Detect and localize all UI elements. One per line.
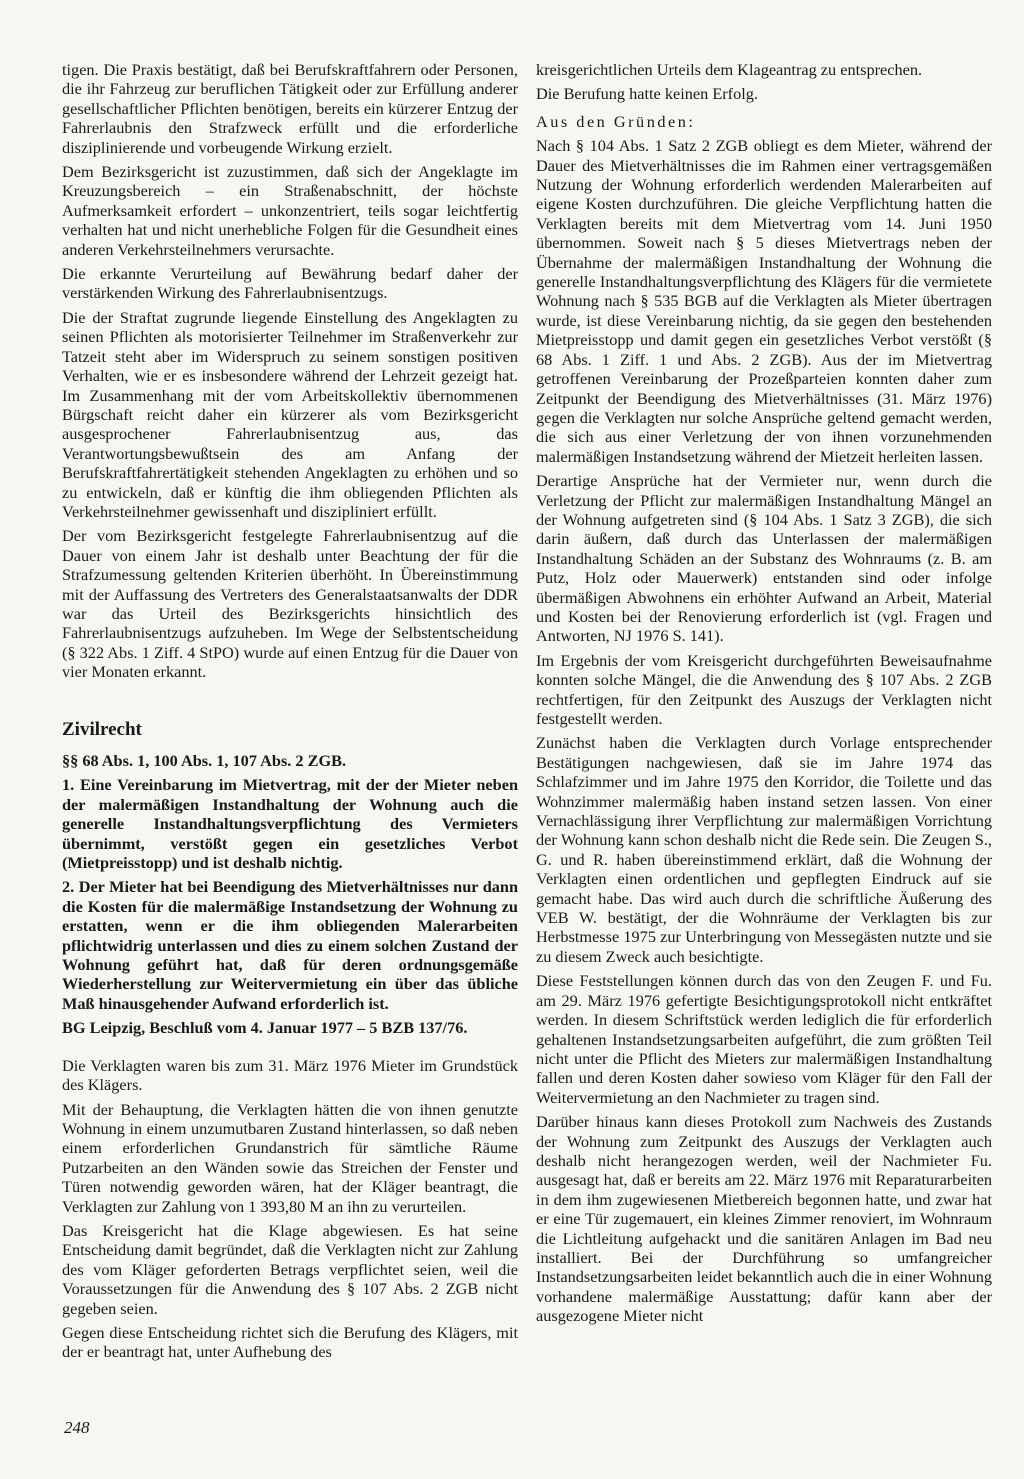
paragraph: Die Berufung hatte keinen Erfolg.	[536, 84, 758, 104]
headnote-2: 2. Der Mieter hat bei Beendigung des Mietverhältnisses nur dann die Kosten für die malermäßige Instandsetzung der Wohnung zu erstatten, wenn er die ihm obliegenden Malerarbeiten pflichtwidrig unterlassen und dies zu einem solchen Zustand der Wohnung geführt hat, daß für deren ordnungsgemäße Wiederherstellung zur Weitervermietung ein über das übliche Maß hinausgehender Aufwand erforderlich ist.	[62, 877, 518, 1013]
paragraph: Der vom Bezirksgericht festgelegte Fahrerlaubnisentzug auf die Dauer von einem Jahr ist deshalb unter Beachtung der für die Strafzumessung geltenden Kriterien überhöht. In Übereinstimmung mit der Auffassung des Vertreters des Generalstaatsanwalts der DDR war das Urteil des Bezirksgerichts hinsichtlich des Fahrerlaubnisentzugs aufzuheben. Im Wege der Selbstentscheidung (§ 322 Abs. 1 Ziff. 4 StPO) wurde auf einen Entzug für die Dauer von vier Monaten erkannt.	[62, 526, 518, 682]
paragraph: kreisgerichtlichen Urteils dem Klageantrag zu entsprechen.	[536, 60, 923, 79]
legal-norms: §§ 68 Abs. 1, 100 Abs. 1, 107 Abs. 2 ZGB.	[62, 751, 347, 770]
paragraph: tigen. Die Praxis bestätigt, daß bei Berufskraftfahrern oder Personen, die ihr Fahrzeug zur beruflichen Tätigkeit oder zur Erfüllung anderer gesellschaftlicher Pflichten benötigen, bereits ein kürzerer Entzug der Fahrerlaubnis den Strafzweck erfüllt und die erforderliche disziplinierende und vorbeugende Wirkung erzielt.	[62, 60, 518, 157]
paragraph: Darüber hinaus kann dieses Protokoll zum Nachweis des Zustands der Wohnung zum Zeitpunkt des Auszugs der Verklagten auch deshalb nicht herangezogen werden, weil der Nachmieter Fu. ausgesagt hat, daß er bereits am 22. März 1976 mit Reparaturarbeiten in dem ihm zugewiesenen Mietbereich begonnen hatte, und zwar hat er eine Tür zugemauert, ein kleines Zimmer renoviert, im Wohnraum die Lichtleitung aufgehackt und die sanitären Anlagen im Bad neu installiert. Bei der Durchführung so umfangreicher Instandsetzungsarbeiten leidet bekanntlich auch die in einer Wohnung vorhandene malermäßige Ausstattung; dafür kann aber der ausgezogene Mieter nicht	[536, 1112, 992, 1326]
paragraph: Nach § 104 Abs. 1 Satz 2 ZGB obliegt es dem Mieter, während der Dauer des Mietverhältnisses die im Rahmen einer vertragsgemäßen Nutzung der Wohnung erforderlich werdenden Malerarbeiten auf eigene Kosten durchzuführen. Die gleiche Verpflichtung hatten die Verklagten bereits mit dem Mietvertrag vom 14. Juni 1950 übernommen. Soweit nach § 5 dieses Mietvertrags neben der Übernahme der malermäßigen Instandhaltung der Wohnung die generelle Instandhaltungsverpflichtung des Klägers für die vermietete Wohnung nach § 535 BGB auf die Verklagten als Mieter übertragen wurde, ist diese Vereinbarung nichtig, da sie gegen den bestehenden Mietpreisstopp und damit gegen ein gesetzliches Verbot verstößt (§ 68 Abs. 1 Ziff. 1 und Abs. 2 ZGB). Aus der im Mietvertrag getroffenen Vereinbarung der Prozeßparteien konnten daher zum Zeitpunkt der Beendigung des Mietverhältnisses (31. März 1976) gegen die Verklagten nur solche Ansprüche geltend gemacht werden, die sich aus einer Verletzung der von ihnen vorzunehmenden malermäßigen Instandsetzung während der Mietzeit herleiten lassen.	[536, 136, 992, 466]
paragraph: Im Ergebnis der vom Kreisgericht durchgeführten Beweisaufnahme konnten solche Mängel, die die Anwendung des § 107 Abs. 2 ZGB rechtfertigen, für den Zeitpunkt des Auszugs der Verklagten nicht festgestellt werden.	[536, 650, 992, 728]
headnote-1: 1. Eine Vereinbarung im Mietvertrag, mit der der Mieter neben der malermäßigen Instandhaltung der Wohnung auch die generelle Instandhaltungsverpflichtung des Vermieters übernimmt, verstößt gegen ein gesetzliches Verbot (Mietpreisstopp) und ist deshalb nichtig.	[62, 775, 518, 873]
paragraph: Die erkannte Verurteilung auf Bewährung bedarf daher der verstärkenden Wirkung des Fahrerlaubnisentzugs.	[62, 264, 518, 303]
left-column	[62, 60, 518, 1367]
paragraph: Mit der Behauptung, die Verklagten hätten die von ihnen genutzte Wohnung in einem unzumutbaren Zustand hinterlassen, so daß neben einem erforderlichen Grundanstrich für sämtliche Räume Putzarbeiten an den Wänden sowie das Streichen der Fenster und Türen notwendig geworden wären, hat der Kläger beantragt, die Verklagten zur Zahlung von 1 393,80 M an ihn zu verurteilen.	[62, 1099, 518, 1216]
paragraph: Zunächst haben die Verklagten durch Vorlage entsprechender Bestätigungen nachgewiesen, daß sie im Jahre 1974 das Schlafzimmer und im Jahre 1975 den Korridor, die Toilette und das Wohnzimmer malermäßig haben instand setzen lassen. Von einer Vernachlässigung ihrer Verpflichtung zur malermäßigen Vorrichtung der Wohnung kann schon deshalb nicht die Rede sein. Die Zeugen S., G. und R. haben übereinstimmend erklärt, daß die Wohnung der Verklagten einen ordentlichen und gepflegten Eindruck auf sie gemacht habe. Das wird auch durch die schriftliche Äußerung des VEB W. bestätigt, der die Wohnräume der Verklagten bis zur Herbstmesse 1975 zur Unterbringung von Messegästen nutzte und sie zu diesem Zweck auch besichtigte.	[536, 733, 992, 966]
paragraph: Derartige Ansprüche hat der Vermieter nur, wenn durch die Verletzung der Pflicht zur malermäßigen Instandhaltung Mängel an der Wohnung aufgetreten sind (§ 104 Abs. 1 Satz 3 ZGB), die sich darin äußern, daß durch das Unterlassen der malermäßigen Instandhaltung Schäden an der Substanz des Wohnraums (z. B. am Putz, Holz oder Mauerwerk) entstanden sind oder infolge übermäßigen Abwohnens ein erhöhter Aufwand an Arbeit, Material und Kosten bei der Renovierung erforderlich ist (vgl. Fragen und Antworten, NJ 1976 S. 141).	[536, 471, 992, 646]
reasons-heading: Aus den Gründen:	[536, 111, 696, 131]
section-heading: Zivilrecht	[62, 718, 142, 740]
paragraph: Gegen diese Entscheidung richtet sich die Berufung des Klägers, mit der er beantragt hat, unter Aufhebung des	[62, 1322, 518, 1362]
paragraph: Die Verklagten waren bis zum 31. März 1976 Mieter im Grundstück des Klägers.	[62, 1055, 518, 1095]
paragraph: Das Kreisgericht hat die Klage abgewiesen. Es hat seine Entscheidung damit begründet, daß die Verklagten nicht zur Zahlung des vom Kläger geforderten Betrags verpflichtet seien, weil die Voraussetzungen für die Anwendung des § 107 Abs. 2 ZGB nicht gegeben seien.	[62, 1220, 518, 1318]
paragraph: Diese Feststellungen können durch das von den Zeugen F. und Fu. am 29. März 1976 gefertigte Besichtigungsprotokoll nicht entkräftet werden. In diesem Schriftstück werden lediglich die für erforderlich gehaltenen Instandsetzungsarbeiten aufgeführt, die zum größten Teil nicht unter die Pflicht des Mieters zur malermäßigen Instandhaltung fallen und deren Kosten daher sowieso vom Kläger für den Fall der Weitervermietung an den Nachmieter zu tragen sind.	[536, 971, 992, 1107]
page-number: 248	[64, 1418, 90, 1437]
paragraph: Dem Bezirksgericht ist zuzustimmen, daß sich der Angeklagte im Kreuzungsbereich – ein Straßenabschnitt, der höchste Aufmerksamkeit erfordert – unkonzentriert, teils sogar leichtfertig verhalten hat und nicht unerhebliche Folgen für die Gesundheit eines anderen Verkehrsteilnehmers verursachte.	[62, 162, 518, 259]
right-column	[536, 60, 992, 1331]
paragraph: Die der Straftat zugrunde liegende Einstellung des Angeklagten zu seinen Pflichten als motorisierter Teilnehmer im Straßenverkehr zur Tatzeit steht aber im Widerspruch zu seinem sonstigen positiven Verhalten, wie er es insbesondere während der Lehrzeit gezeigt hat. Im Zusammenhang mit der vom Arbeitskollektiv übernommenen Bürgschaft reicht daher ein kürzerer als vom Bezirksgericht ausgesprochener Fahrerlaubnisentzug aus, das Verantwortungsbewußtsein des am Anfang der Berufskraftfahrertätigkeit stehenden Angeklagten zu erhöhen und so zu entwickeln, daß er künftig die ihm obliegenden Pflichten als Verkehrsteilnehmer gewissenhaft und diszipliniert erfüllt.	[62, 307, 518, 521]
court-citation: BG Leipzig, Beschluß vom 4. Januar 1977 – 5 BZB 137/76.	[62, 1018, 468, 1038]
